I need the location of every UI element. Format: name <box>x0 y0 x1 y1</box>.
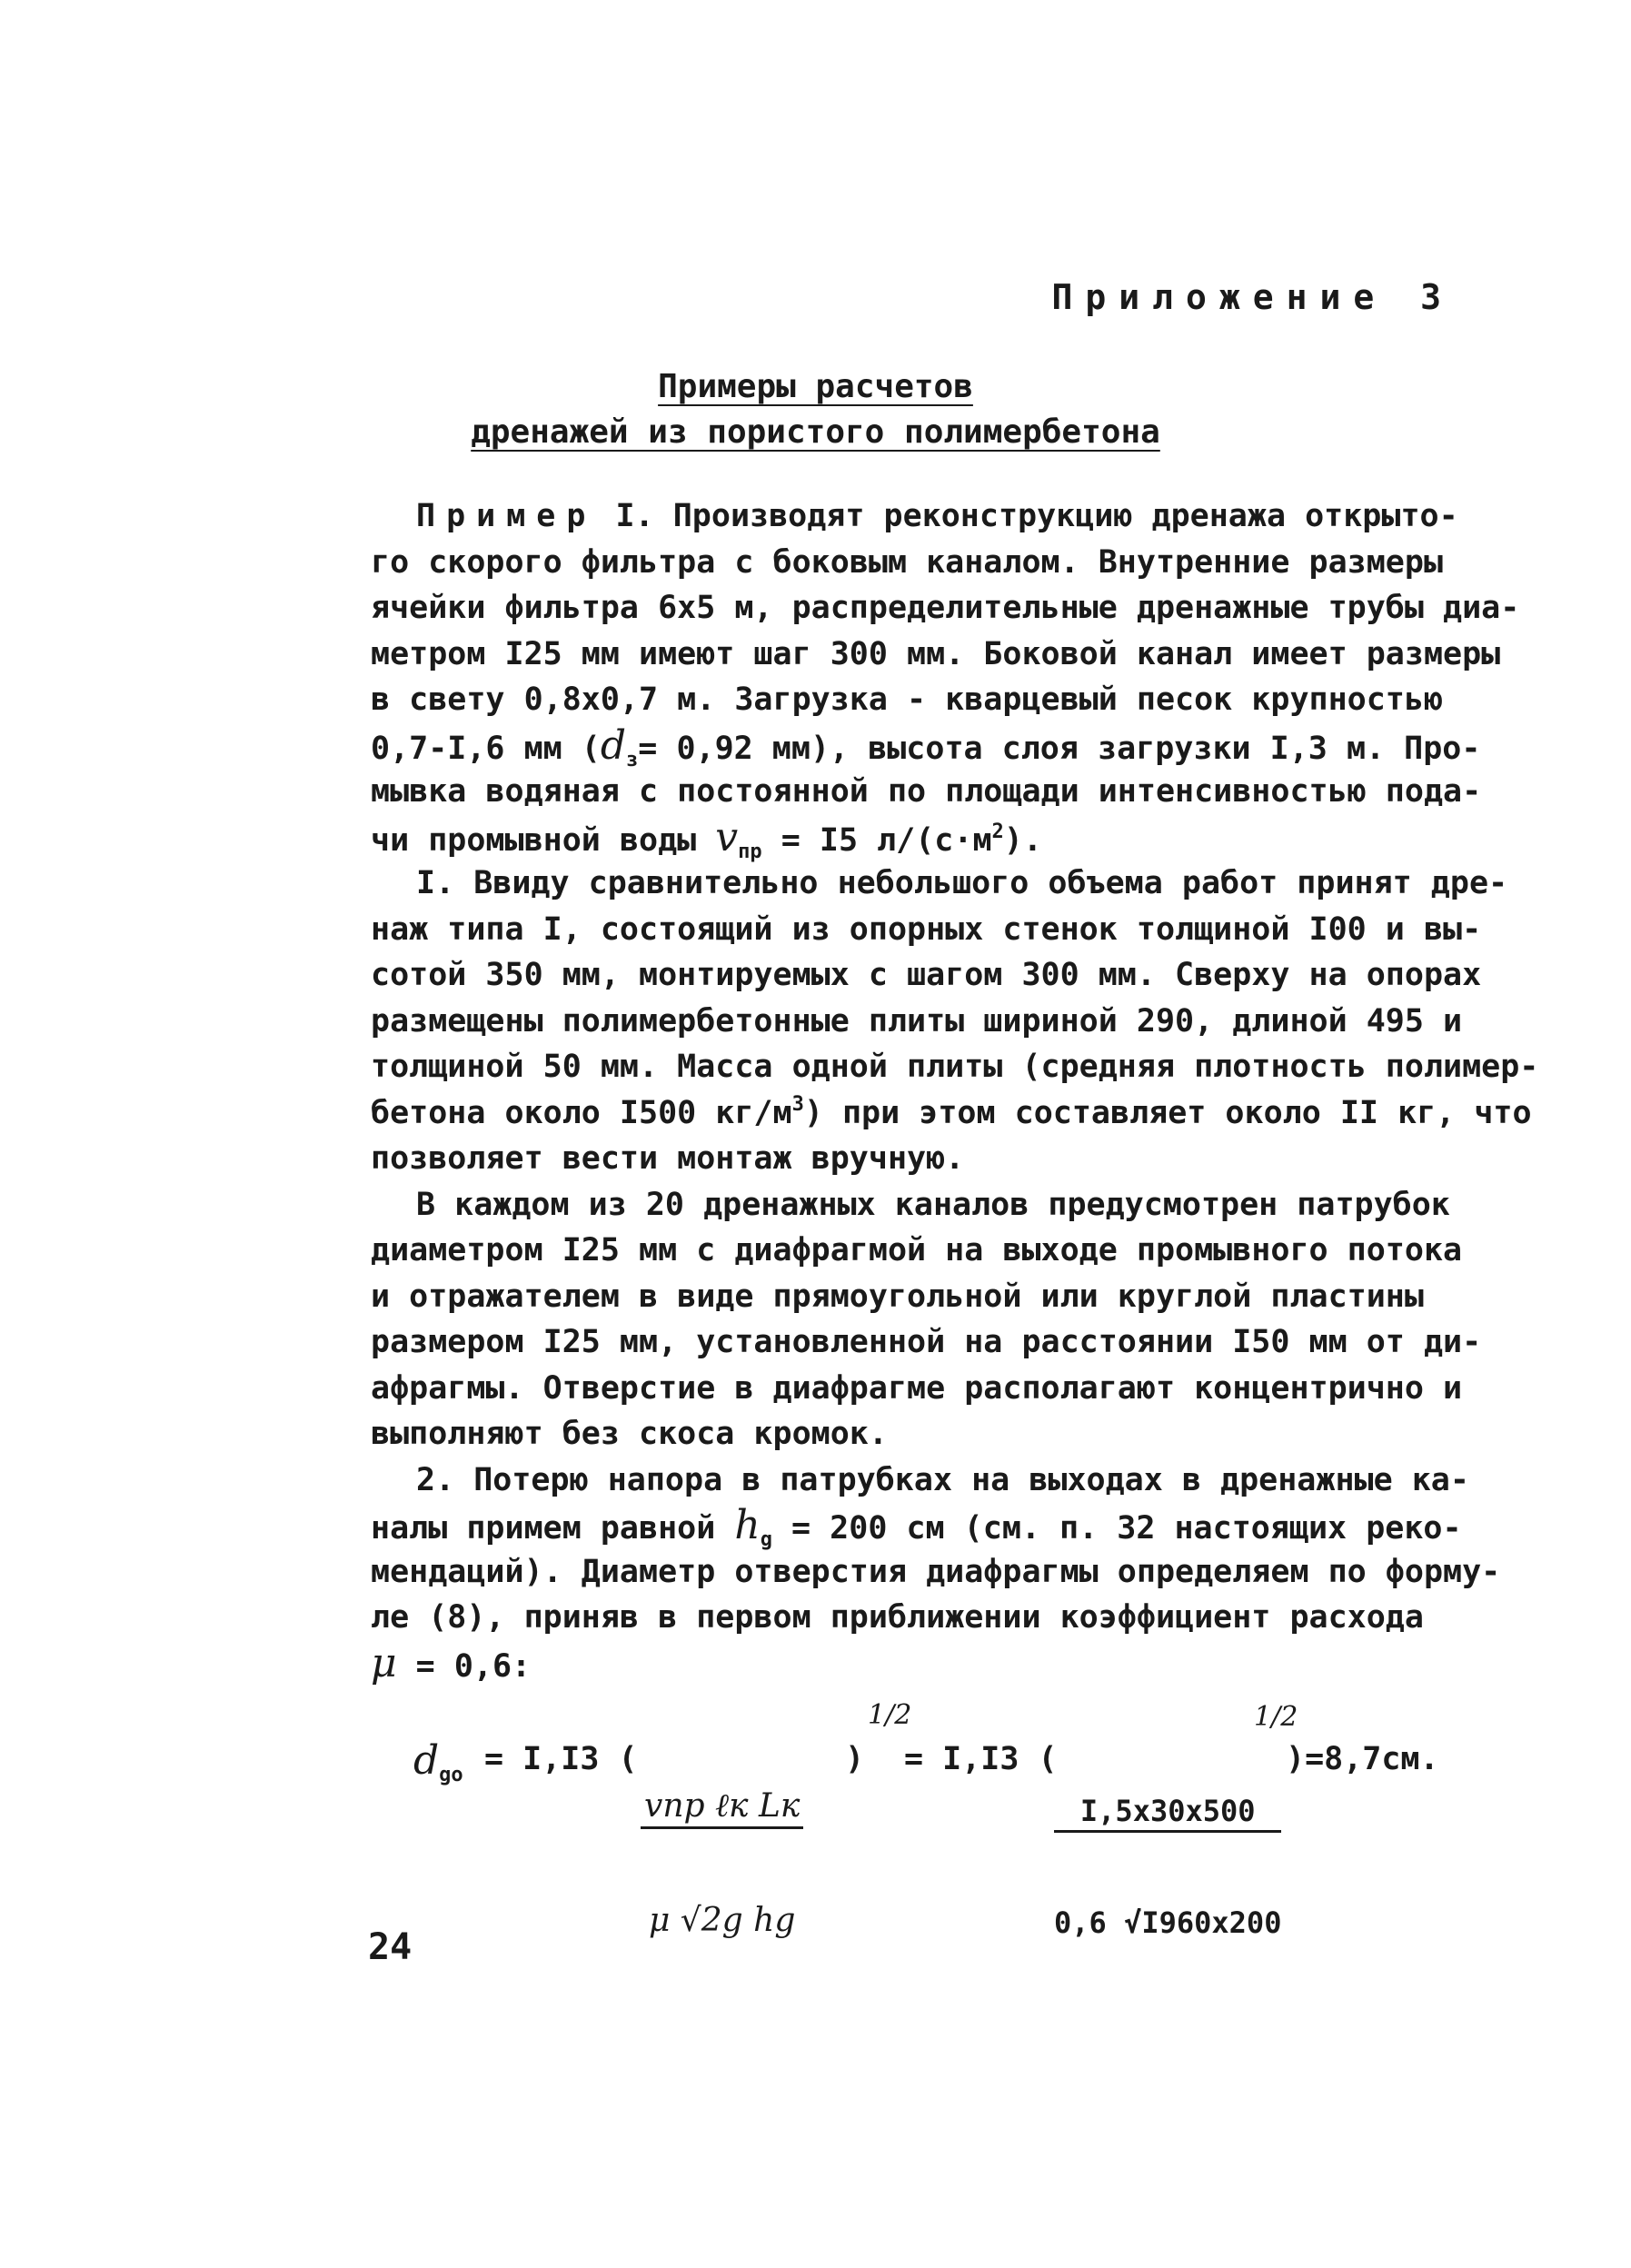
p1-line-8: чи промывной воды $v_{пр} = I5$ $л/(с\cdot м^2)$. <box>371 813 1042 863</box>
document-title-line-2 <box>114 413 1517 451</box>
p4-line-4: ле (8), приняв в первом приближении коэффициент расхода <box>371 1599 1424 1636</box>
formula-fraction-1 <box>641 1717 803 2008</box>
p2-line-7: позволяет вести монтаж вручную. <box>371 1140 965 1177</box>
p1-line-1: Пример I. Производят реконструкцию дренажа открыто- <box>416 498 1458 534</box>
formula-close1: ) <box>845 1741 865 1777</box>
formula-eq1: = I,I3 ( <box>484 1741 638 1777</box>
formula-eq2: = I,I3 ( <box>904 1741 1058 1777</box>
body-text <box>371 493 1539 1686</box>
p3-line-2: диаметром I25 мм с диафрагмой на выходе промывного потока <box>371 1232 1463 1268</box>
p2-line-5: толщиной 50 мм. Масса одной плиты (средняя плотность полимер- <box>371 1049 1539 1085</box>
example-lead: Пример <box>416 498 597 534</box>
formula-result: )=8,7см. <box>1286 1741 1439 1777</box>
p2-line-1: I. Ввиду сравнительно небольшого объема работ принят дре- <box>416 865 1508 901</box>
p1-line-5: в свету 0,8x0,7 м. Загрузка - кварцевый песок крупностью <box>371 681 1444 718</box>
formula-lhs: $d_{go}$ <box>413 1737 463 1786</box>
formula-exp2: 1/2 <box>1254 1701 1298 1733</box>
p4-line-5: μ = 0,6: <box>371 1639 532 1686</box>
p2-line-6: бетона около I500 $кг/м^3$) при этом составляет около II кг, что <box>371 1092 1532 1131</box>
fraction-1-numerator: vпр ℓк Lк <box>641 1786 803 1829</box>
p1-line-6: 0,7-I,6 мм ($d_з= 0,92$ мм), высота слоя загрузки I,3 м. Про- <box>371 721 1481 771</box>
page-number: 24 <box>368 1926 413 1968</box>
title-text-1: Примеры расчетов <box>658 368 973 405</box>
symbol-d: d <box>600 721 627 769</box>
p2-line-2: наж типа I, состоящий из опорных стенок толщиной I00 и вы- <box>371 910 1482 948</box>
p1-line-7: мывка водяная с постоянной по площади интенсивностью пода- <box>371 773 1482 810</box>
p3-line-1: В каждом из 20 дренажных каналов предусмотрен патрубок <box>416 1186 1450 1223</box>
p1-line-4: метром I25 мм имеют шаг 300 мм. Боковой канал имеет размеры <box>371 635 1501 672</box>
title-text-2: дренажей из пористого полимербетона <box>471 413 1160 451</box>
symbol-mu: μ <box>371 1639 397 1686</box>
symbol-h: h <box>734 1502 761 1548</box>
fraction-1-denominator: μ √2g hg <box>648 1902 796 1939</box>
p4-line-2: налы примем равной $h_g = 200$ см (см. п. 32 настоящих реко- <box>371 1502 1462 1551</box>
fraction-2-numerator: I,5x30x500 <box>1054 1794 1281 1833</box>
appendix-heading: Приложение 3 <box>1051 277 1454 317</box>
document-title-line-1 <box>114 368 1517 405</box>
formula-fraction-2 <box>1054 1725 1281 2009</box>
formula-exp1: 1/2 <box>868 1699 912 1731</box>
p3-line-3: и отражателем в виде прямоугольной или круглой пластины <box>371 1278 1424 1315</box>
symbol-v: v <box>715 813 739 860</box>
p2-line-4: размещены полимербетонные плиты шириной 290, длиной 495 и <box>371 1002 1463 1040</box>
p1-line-2: го скорого фильтра с боковым каналом. Внутренние размеры <box>371 543 1444 581</box>
orifice-diameter-formula <box>413 1699 1549 1940</box>
p3-line-4: размером I25 мм, установленной на расстоянии I50 мм от ди- <box>371 1324 1482 1360</box>
p4-line-1: 2. Потерю напора в патрубках на выходах в дренажные ка- <box>416 1461 1469 1498</box>
p1-line-3: ячейки фильтра 6x5 м, распределительные дренажные трубы диа- <box>371 590 1520 626</box>
fraction-2-denominator: 0,6 √I960x200 <box>1054 1905 1282 1940</box>
p3-line-5: афрагмы. Отверстие в диафрагме располагают концентрично и <box>371 1369 1463 1407</box>
p2-line-3: сотой 350 мм, монтируемых с шагом 300 мм. Сверху на опорах <box>371 957 1482 993</box>
p3-line-6: выполняют без скоса кромок. <box>371 1416 888 1452</box>
p4-line-3: мендаций). Диаметр отверстия диафрагмы определяем по форму- <box>371 1553 1501 1590</box>
